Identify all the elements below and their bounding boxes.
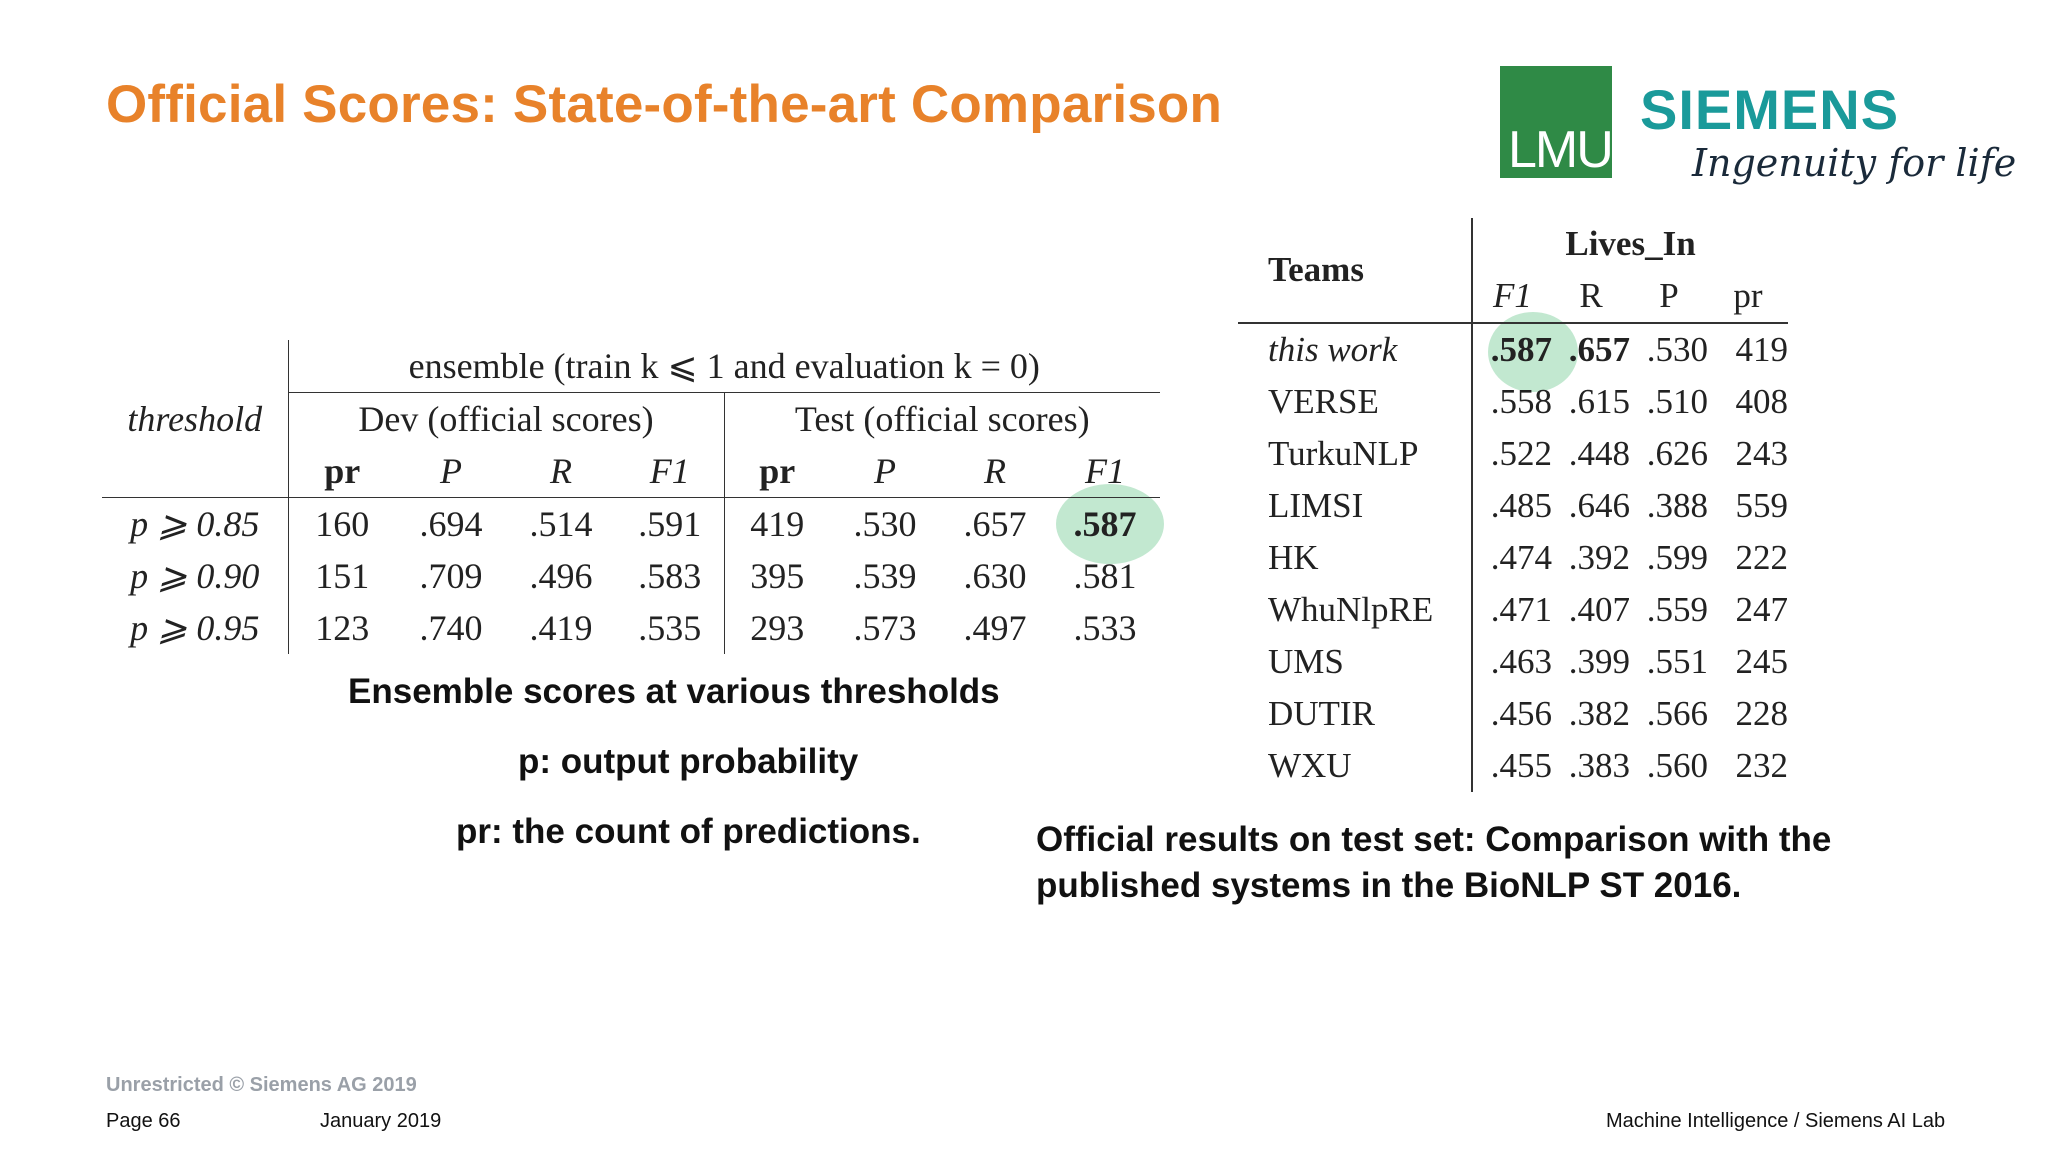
value-cell: .583 — [616, 550, 724, 602]
col-header: P — [874, 451, 896, 491]
team-cell: WhuNlpRE — [1238, 584, 1472, 636]
team-cell: UMS — [1238, 636, 1472, 688]
caption-ensemble: Ensemble scores at various thresholds — [348, 672, 1000, 711]
table-row — [1238, 323, 1788, 376]
footer-date: January 2019 — [320, 1110, 442, 1132]
value-cell: .539 — [853, 556, 917, 596]
value-cell: .514 — [529, 504, 593, 544]
threshold-cell: p ⩾ 0.95 — [102, 602, 288, 654]
team-cell: VERSE — [1238, 376, 1472, 428]
value-cell: .530 — [853, 504, 917, 544]
team-cell: WXU — [1238, 740, 1472, 792]
value-cell: .474 — [1490, 538, 1552, 577]
ensemble-table — [102, 340, 1160, 654]
col-header: R — [984, 451, 1006, 491]
teams-header: Teams — [1238, 218, 1472, 323]
threshold-cell: p ⩾ 0.85 — [102, 498, 288, 551]
value-cell: .591 — [616, 498, 724, 551]
value-cell: 395 — [750, 556, 805, 596]
team-cell: this work — [1238, 323, 1472, 376]
value-cell: .419 — [529, 608, 593, 648]
value-cell: .485 — [1490, 486, 1552, 525]
value-cell: .646 — [1568, 486, 1630, 525]
col-header: F1 — [1493, 276, 1532, 315]
value-cell: 228 — [1735, 694, 1788, 733]
value-cell: .496 — [529, 556, 593, 596]
footer-org: Machine Intelligence / Siemens AI Lab — [1606, 1110, 1946, 1132]
table-row — [1238, 636, 1788, 688]
value-cell: .599 — [1646, 538, 1708, 577]
col-header: P — [1659, 276, 1679, 315]
value-cell: .407 — [1568, 590, 1630, 629]
value-cell: .560 — [1646, 746, 1708, 785]
lives-in-header: Lives_In — [1565, 224, 1696, 263]
dev-header: Dev (official scores) — [288, 393, 724, 446]
table-row — [1238, 480, 1788, 532]
value-cell: .455 — [1490, 746, 1552, 785]
value-cell: .615 — [1568, 382, 1630, 421]
value-cell: .471 — [1490, 590, 1552, 629]
value-cell: .694 — [419, 504, 483, 544]
value-cell: .740 — [419, 608, 483, 648]
teams-table-container — [1238, 218, 1788, 792]
value-cell: 293 — [750, 608, 805, 648]
slide-title: Official Scores: State-of-the-art Comparison — [106, 75, 1223, 134]
team-cell: LIMSI — [1238, 480, 1472, 532]
table-row — [1238, 428, 1788, 480]
value-cell: .558 — [1490, 382, 1552, 421]
value-cell: .573 — [853, 608, 917, 648]
value-cell: .626 — [1646, 434, 1708, 473]
value-cell: .630 — [963, 556, 1027, 596]
team-cell: TurkuNLP — [1238, 428, 1472, 480]
table-row — [1238, 688, 1788, 740]
value-cell: .657 — [963, 504, 1027, 544]
value-cell: .522 — [1490, 434, 1552, 473]
value-cell: .383 — [1568, 746, 1630, 785]
best-value-cell: .657 — [1568, 330, 1630, 369]
value-cell: .530 — [1646, 330, 1708, 369]
value-cell: .709 — [419, 556, 483, 596]
threshold-header: threshold — [102, 340, 288, 445]
value-cell: .559 — [1646, 590, 1708, 629]
footer-page-number: Page 66 — [106, 1110, 181, 1132]
caption-predictions: pr: the count of predictions. — [456, 812, 921, 851]
value-cell: 559 — [1735, 486, 1788, 525]
siemens-tagline: Ingenuity for life — [1692, 141, 2017, 185]
table-row — [1238, 584, 1788, 636]
value-cell: .497 — [963, 608, 1027, 648]
value-cell: 243 — [1735, 434, 1788, 473]
col-header: R — [550, 451, 572, 491]
value-cell: .535 — [616, 602, 724, 654]
value-cell: 247 — [1735, 590, 1788, 629]
value-cell: .533 — [1073, 608, 1137, 648]
value-cell: 419 — [1735, 330, 1788, 369]
teams-table — [1238, 218, 1788, 792]
best-value-cell: .587 — [1490, 330, 1552, 369]
value-cell: .566 — [1646, 694, 1708, 733]
table-row — [102, 602, 1160, 654]
table-row — [102, 498, 1160, 551]
team-cell: DUTIR — [1238, 688, 1472, 740]
lmu-logo — [1500, 66, 1612, 178]
best-value-cell: .587 — [1073, 504, 1137, 544]
value-cell: .463 — [1490, 642, 1552, 681]
team-cell: HK — [1238, 532, 1472, 584]
value-cell: 419 — [750, 504, 805, 544]
value-cell: .382 — [1568, 694, 1630, 733]
table-row — [1238, 740, 1788, 792]
col-header: pr — [324, 451, 361, 491]
value-cell: .456 — [1490, 694, 1552, 733]
value-cell: .392 — [1568, 538, 1630, 577]
value-cell: .448 — [1568, 434, 1630, 473]
col-header: R — [1579, 276, 1603, 315]
col-header: pr — [759, 451, 796, 491]
ensemble-group-header: ensemble (train k ⩽ 1 and evaluation k = 0) — [288, 340, 1160, 393]
lmu-logo-text: LMU — [1508, 121, 1612, 179]
value-cell: 123 — [315, 608, 370, 648]
siemens-logo: SIEMENS — [1640, 78, 1900, 141]
value-cell: .399 — [1568, 642, 1630, 681]
value-cell: .388 — [1646, 486, 1708, 525]
caption-probability: p: output probability — [518, 742, 859, 781]
ensemble-table-container — [102, 340, 1160, 654]
value-cell: 222 — [1735, 538, 1788, 577]
col-header: pr — [1733, 276, 1763, 315]
table-row — [102, 550, 1160, 602]
value-cell: .551 — [1646, 642, 1708, 681]
value-cell: 408 — [1735, 382, 1788, 421]
value-cell: .510 — [1646, 382, 1708, 421]
threshold-spacer — [102, 445, 288, 498]
col-header: F1 — [616, 445, 724, 498]
col-header: P — [440, 451, 462, 491]
value-cell: .581 — [1073, 556, 1137, 596]
table-row — [1238, 532, 1788, 584]
caption-official-results-2: published systems in the BioNLP ST 2016. — [1036, 866, 1742, 905]
test-header: Test (official scores) — [794, 399, 1090, 439]
value-cell: 151 — [315, 556, 370, 596]
value-cell: 232 — [1735, 746, 1788, 785]
caption-official-results-1: Official results on test set: Comparison with the — [1036, 820, 1832, 859]
value-cell: 160 — [315, 504, 370, 544]
value-cell: 245 — [1735, 642, 1788, 681]
table-row — [1238, 376, 1788, 428]
col-header: F1 — [1085, 451, 1125, 491]
footer-copyright: Unrestricted © Siemens AG 2019 — [106, 1074, 417, 1096]
threshold-cell: p ⩾ 0.90 — [102, 550, 288, 602]
